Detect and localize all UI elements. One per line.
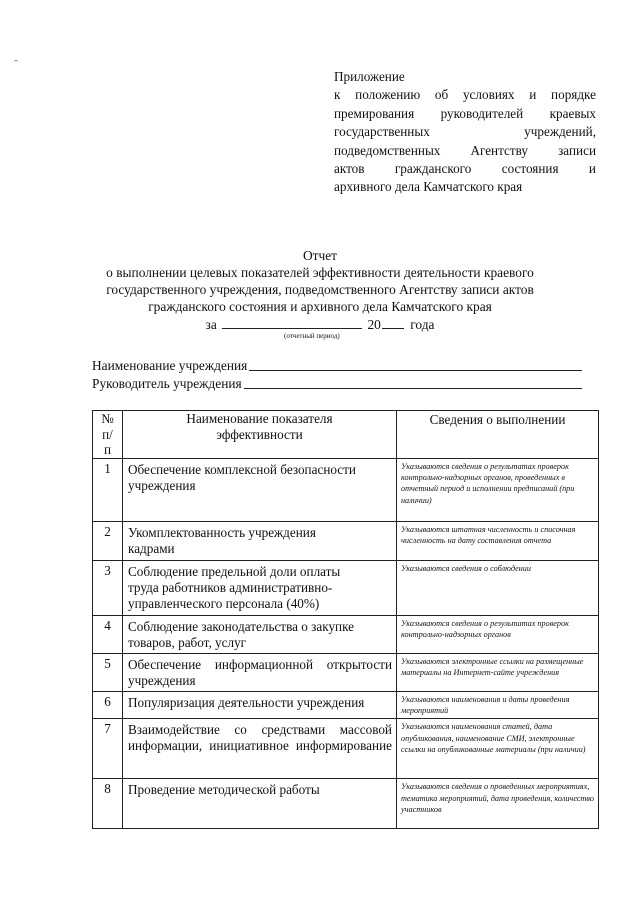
appendix-block — [334, 68, 596, 197]
appendix-line: государственных учреждений, — [334, 124, 596, 140]
row-name: Соблюдение предельной доли оплаты труда работников административно-управленческого персонала (40%) — [123, 560, 397, 615]
appendix-line: к положению об условиях и порядке — [334, 87, 596, 103]
row-info: Указываются сведения о проведенных мероприятиях, тематика мероприятий, дата проведения, количество участников — [397, 779, 599, 829]
indicators-table — [92, 410, 599, 829]
period-prefix: за — [205, 317, 217, 332]
period-blank — [222, 316, 362, 329]
header-name: Наименование показателя эффективности — [123, 411, 397, 459]
row-name: Популяризация деятельности учреждения — [123, 691, 397, 719]
institution-field — [92, 358, 582, 374]
table-row — [93, 615, 599, 653]
institution-label: Наименование учреждения — [92, 358, 248, 373]
scan-mark — [14, 60, 18, 61]
table-row — [93, 653, 599, 691]
institution-blank — [249, 358, 582, 371]
row-info: Указываются сведения о результатах проверок контрольно-надзорных органов — [397, 615, 599, 653]
report-heading — [60, 247, 580, 340]
row-info: Указываются наименования статей, дата опубликования, наименование СМИ, электронные ссылки на опубликованные материалы (при наличии) — [397, 719, 599, 779]
table-row — [93, 719, 599, 779]
row-name — [123, 653, 397, 691]
table-header-row — [93, 411, 599, 459]
row-num: 6 — [93, 691, 123, 719]
row-info: Указываются сведения о соблюдении — [397, 560, 599, 615]
row-num: 5 — [93, 653, 123, 691]
row-num: 4 — [93, 615, 123, 653]
head-label: Руководитель учреждения — [92, 376, 242, 391]
report-line: о выполнении целевых показателей эффективности деятельности краевого — [106, 265, 534, 280]
table-row — [93, 521, 599, 560]
appendix-line: актов гражданского состояния и — [334, 161, 596, 177]
row-name: Проведение методической работы — [123, 779, 397, 829]
row-num: 2 — [93, 521, 123, 560]
year-suffix: года — [410, 317, 435, 332]
row-name: Соблюдение законодательства о закупке товаров, работ, услуг — [123, 615, 397, 653]
row-info: Указываются электронные ссылки на размещенные материалы на Интернет-сайте учреждения — [397, 653, 599, 691]
table-row — [93, 691, 599, 719]
head-field — [92, 376, 582, 392]
year-prefix: 20 — [367, 317, 381, 332]
report-line: государственного учреждения, подведомственного Агентству записи актов — [106, 282, 534, 297]
report-line: гражданского состояния и архивного дела Камчатского края — [148, 299, 492, 314]
report-title: Отчет — [302, 248, 338, 263]
row-name-text: Взаимодействие со средствами массовой информации, инициативное информирование — [128, 722, 392, 754]
year-blank — [382, 316, 404, 329]
appendix-line: подведомственных Агентству записи — [334, 142, 596, 158]
appendix-line: архивного дела Камчатского края — [334, 179, 523, 195]
row-info: Указываются штатная численность и списочная численность на дату составления отчета — [397, 521, 599, 560]
row-num: 3 — [93, 560, 123, 615]
row-name-text: Обеспечение информационной открытости учреждения — [128, 656, 392, 688]
row-name: Укомплектованность учреждения кадрами — [123, 521, 397, 560]
row-num: 7 — [93, 719, 123, 779]
appendix-title: Приложение — [334, 69, 405, 84]
table-row — [93, 560, 599, 615]
head-blank — [244, 376, 582, 389]
period-hint: (отчетный период) — [284, 332, 340, 340]
appendix-line: премирования руководителей краевых — [334, 105, 596, 121]
header-info: Сведения о выполнении — [397, 411, 599, 459]
header-num: № п/п — [93, 411, 123, 459]
row-num: 8 — [93, 779, 123, 829]
row-info: Указываются наименования и даты проведения мероприятий — [397, 691, 599, 719]
row-info: Указываются сведения о результатах проверок контрольно-надзорных органов, проведенных в отчетный период и исполнении предписаний (при наличии) — [397, 458, 599, 521]
table-row — [93, 779, 599, 829]
report-period — [60, 316, 580, 333]
row-name — [123, 719, 397, 779]
row-name: Обеспечение комплексной безопасности учреждения — [123, 458, 397, 521]
table-row — [93, 458, 599, 521]
row-num: 1 — [93, 458, 123, 521]
